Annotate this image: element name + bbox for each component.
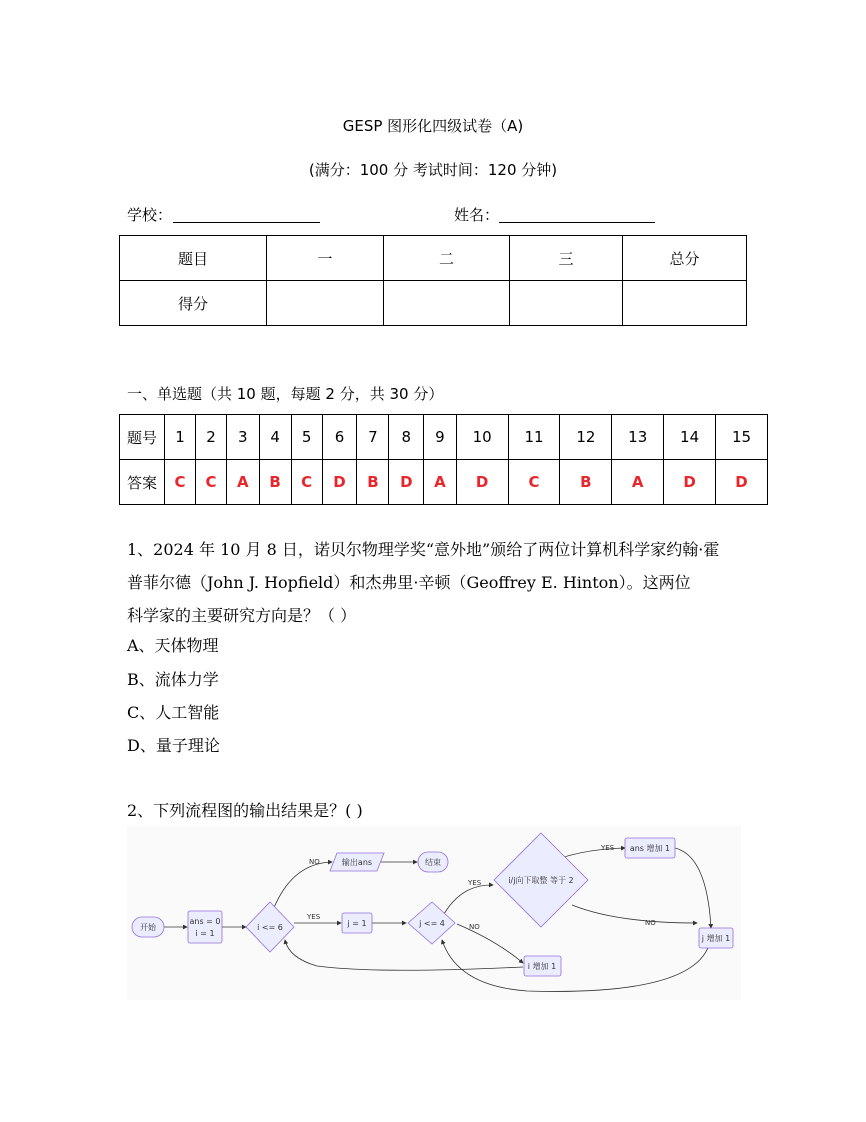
- init-label: i = 1: [195, 929, 215, 938]
- table-cell: 2: [196, 415, 227, 460]
- table-row: [120, 415, 768, 460]
- score-cell[interactable]: [623, 281, 747, 326]
- edge-label-no: NO: [469, 923, 480, 931]
- table-cell: 8: [389, 415, 424, 460]
- table-row: [120, 236, 747, 281]
- output-label: 输出ans: [341, 858, 373, 867]
- edge-label-yes: YES: [468, 879, 482, 887]
- inc-i-label: i 增加 1: [527, 962, 557, 971]
- school-label: 学校：: [127, 206, 173, 224]
- answer-cell: D: [716, 460, 768, 505]
- edge-label-yes: YES: [601, 844, 615, 852]
- edge-cond-j-inc-i: [457, 924, 523, 963]
- edge-cond-div-inc-j: [572, 905, 697, 923]
- answer-cell: A: [424, 460, 457, 505]
- cond-div-label: i/j向下取整 等于 2: [508, 876, 574, 885]
- cond-j-label: j <= 4: [419, 919, 445, 928]
- table-cell: 题目: [120, 236, 267, 281]
- answer-table: [119, 414, 768, 505]
- table-cell: 总分: [623, 236, 747, 281]
- table-cell: 一: [267, 236, 384, 281]
- flowchart: [127, 826, 741, 1000]
- question-1: [127, 533, 747, 632]
- inc-ans-label: ans 增加 1: [629, 844, 671, 853]
- table-cell: 三: [510, 236, 623, 281]
- answer-cell: B: [560, 460, 612, 505]
- table-cell: 12: [560, 415, 612, 460]
- init-label: ans = 0: [189, 917, 221, 926]
- question-1-line: 科学家的主要研究方向是？（ ）: [127, 606, 357, 625]
- table-cell: 题号: [120, 415, 165, 460]
- start-label: 开始: [140, 923, 156, 932]
- table-cell: 9: [424, 415, 457, 460]
- answer-cell: C: [165, 460, 196, 505]
- question-1-line: 普菲尔德（John J. Hopfield）和杰弗里·辛顿（Geoffrey E. Hinton）。这两位: [127, 573, 691, 592]
- table-cell: 二: [384, 236, 510, 281]
- answer-cell: D: [322, 460, 357, 505]
- answer-cell: C: [291, 460, 322, 505]
- edge-label-no: NO: [309, 858, 320, 866]
- question-2: 2、下列流程图的输出结果是？( ): [127, 801, 363, 820]
- table-cell: 10: [456, 415, 508, 460]
- answer-cell: A: [227, 460, 260, 505]
- edge-cond-i-output: [273, 862, 332, 910]
- score-cell[interactable]: [510, 281, 623, 326]
- edge-cond-j-cond-div: [444, 885, 493, 914]
- edge-inc-j-cond-j: [442, 940, 709, 991]
- option-d[interactable]: D、量子理论: [127, 736, 220, 755]
- answer-cell: A: [612, 460, 664, 505]
- edge-label-yes: YES: [307, 913, 321, 921]
- table-cell: 1: [165, 415, 196, 460]
- table-cell: 3: [227, 415, 260, 460]
- table-cell: 11: [508, 415, 560, 460]
- option-a[interactable]: A、天体物理: [127, 636, 219, 655]
- exam-title: GESP 图形化四级试卷（A): [342, 117, 524, 135]
- edge-inc-i-cond-i: [285, 940, 523, 970]
- table-row: [120, 281, 747, 326]
- answer-cell: D: [456, 460, 508, 505]
- table-cell: 6: [322, 415, 357, 460]
- school-field[interactable]: [173, 204, 320, 223]
- table-cell: 15: [716, 415, 768, 460]
- edge-label-no: NO: [645, 919, 656, 927]
- end-label: 结束: [425, 858, 441, 867]
- table-cell: 4: [259, 415, 291, 460]
- table-cell: 答案: [120, 460, 165, 505]
- answer-cell: C: [196, 460, 227, 505]
- table-row: [120, 460, 768, 505]
- answer-cell: B: [259, 460, 291, 505]
- score-cell[interactable]: [384, 281, 510, 326]
- table-cell: 13: [612, 415, 664, 460]
- exam-subtitle: (满分：100 分 考试时间：120 分钟): [308, 161, 558, 179]
- name-label: 姓名：: [454, 206, 500, 224]
- edge-inc-ans-inc-j: [675, 848, 711, 928]
- set-j-label: j = 1: [347, 919, 367, 928]
- answer-cell: D: [664, 460, 716, 505]
- table-cell: 得分: [120, 281, 267, 326]
- flowchart-svg: [127, 826, 741, 1000]
- option-c[interactable]: C、人工智能: [127, 703, 220, 722]
- option-b[interactable]: B、流体力学: [127, 670, 219, 689]
- answer-cell: C: [508, 460, 560, 505]
- section-heading: 一、单选题（共 10 题，每题 2 分，共 30 分）: [127, 385, 444, 403]
- init-node: [188, 911, 222, 943]
- cond-i-label: i <= 6: [257, 923, 283, 932]
- answer-cell: D: [389, 460, 424, 505]
- score-cell[interactable]: [267, 281, 384, 326]
- table-cell: 14: [664, 415, 716, 460]
- score-table: [119, 235, 747, 326]
- table-cell: 5: [291, 415, 322, 460]
- name-field[interactable]: [499, 204, 655, 223]
- table-cell: 7: [357, 415, 389, 460]
- flowchart-nodes: [132, 833, 733, 976]
- inc-j-label: j 增加 1: [701, 934, 731, 943]
- answer-cell: B: [357, 460, 389, 505]
- question-1-line: 1、2024 年 10 月 8 日，诺贝尔物理学奖“意外地”颁给了两位计算机科学家约翰·霍: [127, 540, 720, 559]
